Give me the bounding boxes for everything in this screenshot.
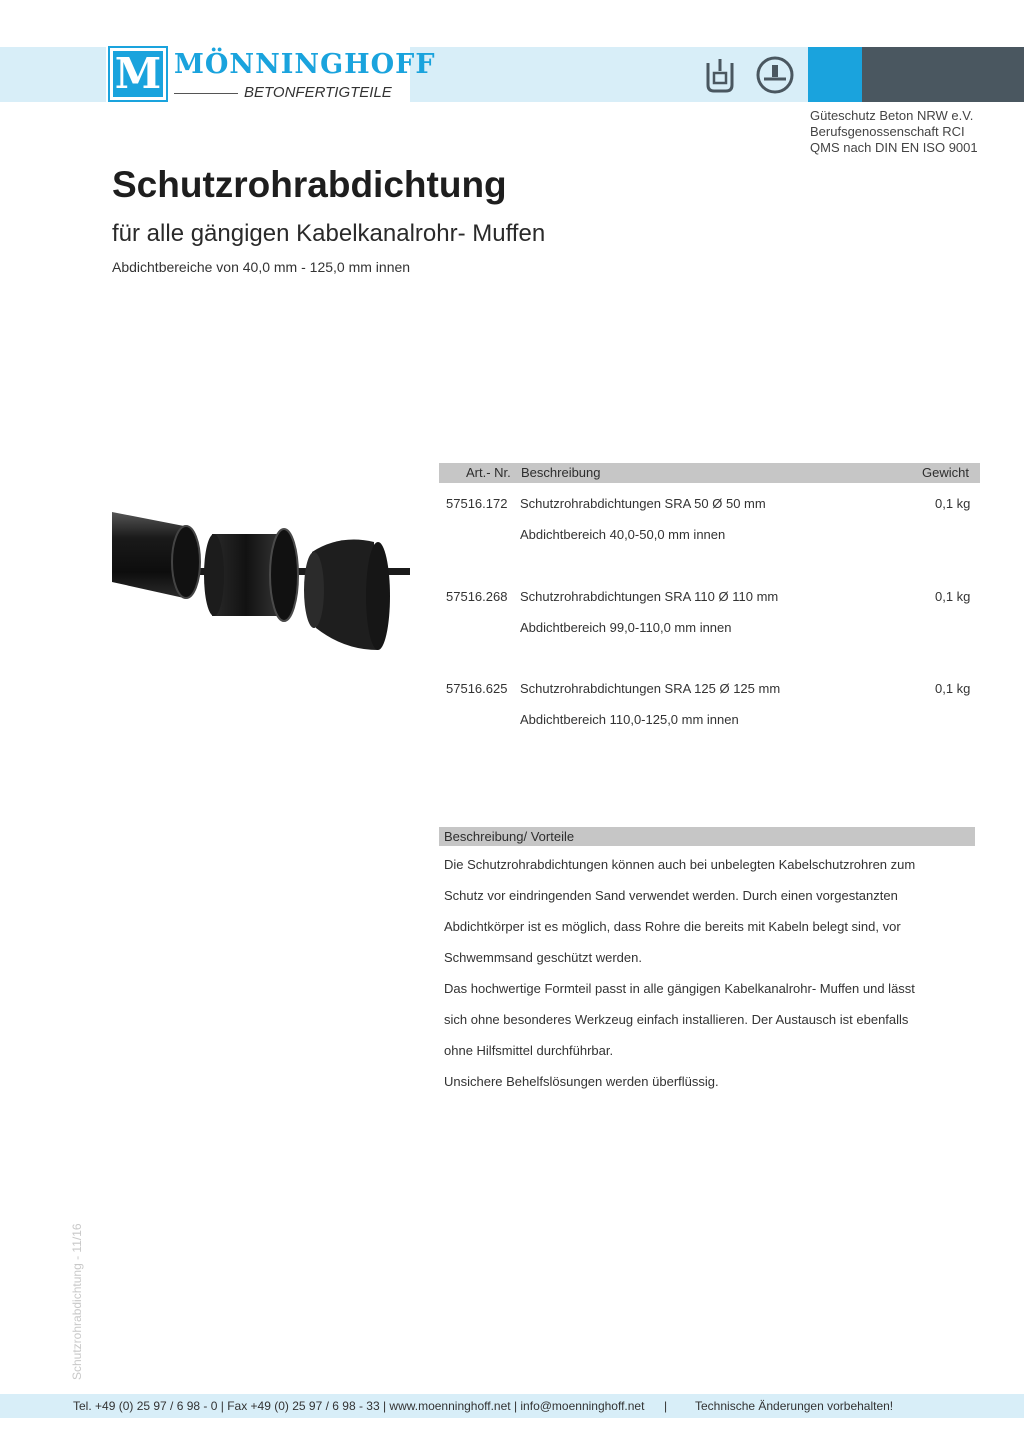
description-line: Das hochwertige Formteil passt in alle gängigen Kabelkanalrohr- Muffen und lässt bbox=[444, 981, 915, 996]
certification-item: Berufsgenossenschaft RCI bbox=[810, 124, 965, 139]
brand-name: MÖNNINGHOFF bbox=[174, 49, 436, 80]
row-art-number: 57516.625 bbox=[446, 681, 508, 696]
product-image bbox=[112, 500, 412, 660]
row-name: Schutzrohrabdichtungen SRA 110 Ø 110 mm bbox=[520, 589, 779, 604]
quality-seal-icon bbox=[700, 55, 740, 95]
row-weight: 0,1 kg bbox=[935, 496, 971, 511]
row-name: Schutzrohrabdichtungen SRA 125 Ø 125 mm bbox=[520, 681, 781, 696]
brand-subtitle: BETONFERTIGTEILE bbox=[244, 84, 392, 101]
description-line: Abdichtkörper ist es möglich, dass Rohre die bereits mit Kabeln belegt sind, vor bbox=[444, 919, 901, 934]
description-heading: Beschreibung/ Vorteile bbox=[444, 829, 575, 844]
certification-list bbox=[810, 108, 978, 156]
row-detail: Abdichtbereich 110,0-125,0 mm innen bbox=[520, 712, 739, 727]
row-detail: Abdichtbereich 40,0-50,0 mm innen bbox=[520, 527, 726, 542]
row-detail: Abdichtbereich 99,0-110,0 mm innen bbox=[520, 620, 732, 635]
footer-contact[interactable]: Tel. +49 (0) 25 97 / 6 98 - 0 | Fax +49 (0) 25 97 / 6 98 - 33 | www.moenninghoff.net | info@moenninghoff.net bbox=[73, 1399, 645, 1413]
logo-icon: M bbox=[110, 48, 166, 100]
footer-disclaimer: Technische Änderungen vorbehalten! bbox=[695, 1399, 894, 1413]
document-reference: Schutzrohrabdichtung - 11/16 bbox=[70, 1223, 84, 1380]
safety-seal-icon bbox=[755, 55, 795, 95]
row-art-number: 57516.268 bbox=[446, 589, 508, 604]
description-line: Unsichere Behelfslösungen werden überflüssig. bbox=[444, 1074, 719, 1089]
footer-separator: | bbox=[664, 1399, 668, 1413]
accent-block-dark bbox=[862, 47, 1024, 102]
row-art-number: 57516.172 bbox=[446, 496, 508, 511]
column-header-art: Art.- Nr. bbox=[466, 465, 511, 480]
description-line: Die Schutzrohrabdichtungen können auch bei unbelegten Kabelschutzrohren zum bbox=[444, 857, 916, 872]
accent-block-blue bbox=[808, 47, 862, 102]
certification-item: Güteschutz Beton NRW e.V. bbox=[810, 108, 974, 123]
sealing-range: Abdichtbereiche von 40,0 mm - 125,0 mm innen bbox=[112, 259, 411, 275]
page-subtitle: für alle gängigen Kabelkanalrohr- Muffen bbox=[112, 220, 546, 247]
row-weight: 0,1 kg bbox=[935, 589, 971, 604]
description-line: sich ohne besonderes Werkzeug einfach installieren. Der Austausch ist ebenfalls bbox=[444, 1012, 909, 1027]
brand-divider bbox=[174, 93, 238, 94]
row-weight: 0,1 kg bbox=[935, 681, 971, 696]
description-line: Schutz vor eindringenden Sand verwendet werden. Durch einen vorgestanzten bbox=[444, 888, 898, 903]
column-header-weight: Gewicht bbox=[922, 465, 969, 480]
description-line: Schwemmsand geschützt werden. bbox=[444, 950, 642, 965]
description-line: ohne Hilfsmittel durchführbar. bbox=[444, 1043, 614, 1058]
page-title: Schutzrohrabdichtung bbox=[112, 164, 507, 205]
row-name: Schutzrohrabdichtungen SRA 50 Ø 50 mm bbox=[520, 496, 766, 511]
certification-item: QMS nach DIN EN ISO 9001 bbox=[810, 140, 978, 155]
column-header-description: Beschreibung bbox=[521, 465, 601, 480]
